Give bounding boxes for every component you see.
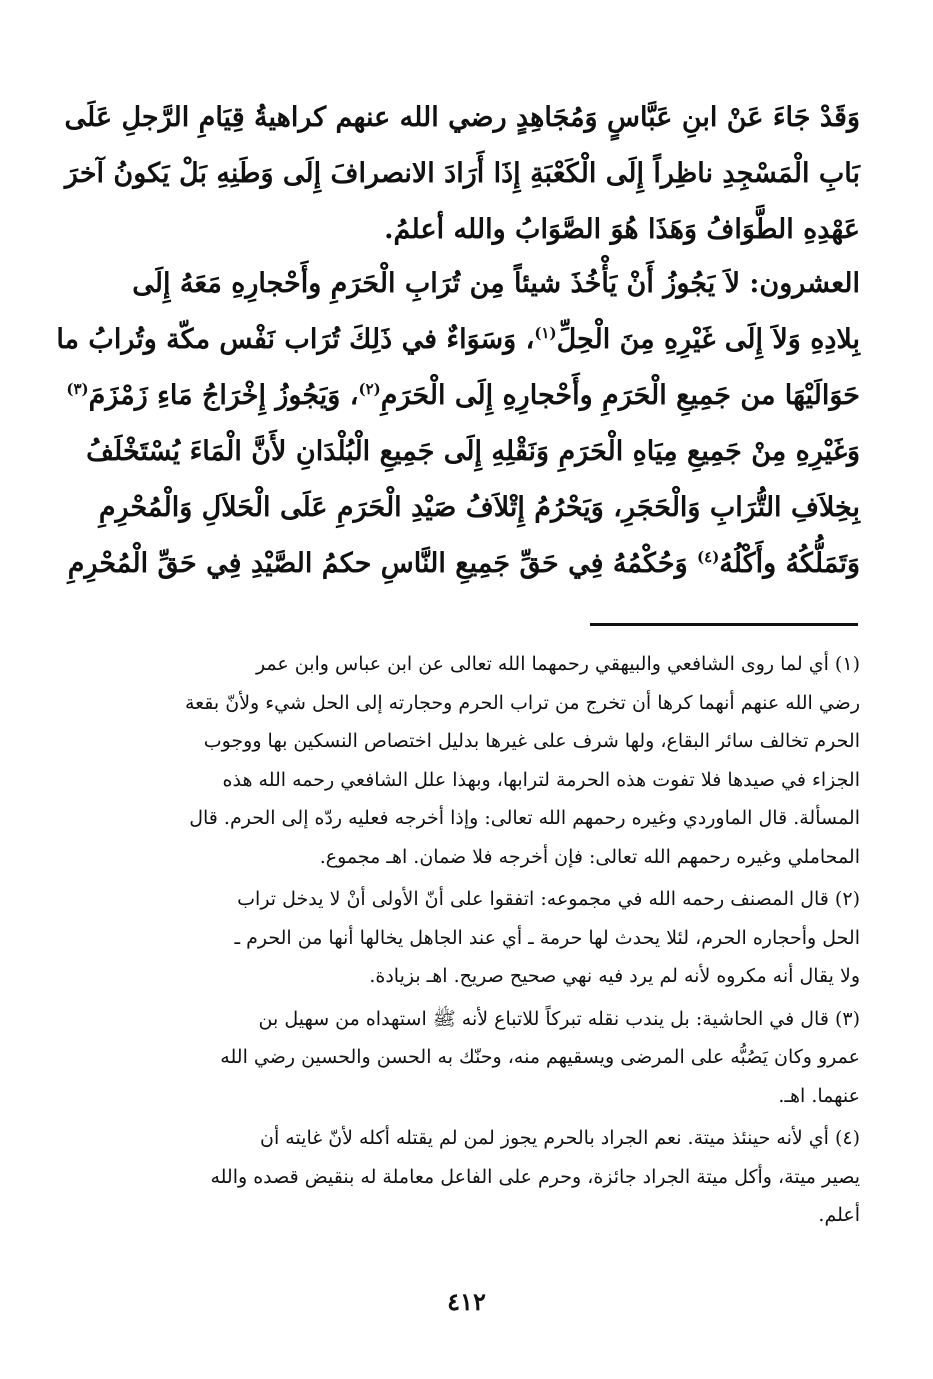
- text-line: وَقَدْ جَاءَ عَنْ ابنِ عَبَّاسٍ وَمُجَاهِدٍ رضي الله عنهم كراهيةُ قِيَامِ الرَّجلِ عَلَى: [64, 102, 860, 133]
- footnote-line: رضي الله عنهم أنهما كرها أن تخرج من تراب الحرم وحجارته إلى الحل شيء ولأنّ بقعة: [184, 691, 860, 714]
- footnote-line: (١) أي لما روى الشافعي والبيهقي رحمهما الله تعالى عن ابن عباس وابن عمر: [255, 653, 860, 675]
- text-line: [78, 256, 860, 312]
- footnote-ref-4: (٤): [697, 548, 720, 566]
- footnote-line: (٤) أي لأنه حينئذ ميتة. نعم الجراد بالحرم يجوز لمن لم يقتله أكله لأنّ غايته أن: [259, 1127, 860, 1149]
- text-line: عَهْدِهِ الطَّوَافُ وَهَذَا هُوَ الصَّوَابُ والله أعلمُ.: [384, 214, 860, 245]
- footnote-line: الحل وأحجاره الحرم، لئلا يحدث لها حرمة ـ أي عند الجاهل يخالها أنها من الحرم ـ: [234, 926, 860, 949]
- footnote-line: المحاملي وغيره رحمهم الله تعالى: فإن أخرجه فلا ضمان. اهـ مجموع.: [319, 845, 860, 868]
- page-number: ٤١٢: [447, 1287, 486, 1316]
- footnote-line: ولا يقال أنه مكروه لأنه لم يرد فيه نهي صحيح صريح. اهـ بزيادة.: [369, 965, 860, 987]
- footnote-line: أعلم.: [818, 1204, 860, 1226]
- footnote-3: [78, 1000, 860, 1116]
- text-line: بَابِ الْمَسْجِدِ ناظِراً إِلَى الْكَعْبَةِ إِذَا أَرَادَ الانصرافَ إِلَى وَطَنِهِ بَلْ يَكونُ آخرَ: [64, 158, 860, 189]
- text-segment: ، وَيَجُوزُ إِخْرَاجُ مَاءِ زَمْزَمَ: [88, 380, 359, 411]
- section-heading: العشرون:: [749, 268, 860, 299]
- text-line: وَغَيْرِهِ مِنْ جَمِيعِ مِيَاهِ الْحَرَمِ وَنَقْلِهِ إِلَى جَمِيعِ الْبُلْدَانِ لأَنَّ الْمَاءَ يُسْتَخْلَفُ: [86, 436, 860, 467]
- footnote-line: يصير ميتة، وأكل ميتة الجراد جائزة، وحرم على الفاعل معاملة له بنقيض قصده والله: [210, 1165, 860, 1188]
- footnote-separator: [590, 623, 858, 626]
- text-line: [67, 536, 860, 592]
- text-line: [56, 312, 860, 368]
- footnotes: [78, 645, 860, 1239]
- text-segment: ، وَسَوَاءٌ في ذَلِكَ تُرَاب نَفْس مكّة وتُرابُ ما: [56, 324, 535, 355]
- text-segment: لاَ يَجُوزُ أَنْ يَأْخُذَ شيئاً مِن تُرَابِ الْحَرَمِ وأَحْجارِهِ مَعَهُ إِلَى: [132, 268, 750, 299]
- footnote-ref-1: (١): [534, 324, 557, 342]
- footnote-line: عنهما. اهـ.: [778, 1084, 860, 1107]
- footnote-line: المسألة. قال الماوردي وغيره رحمهم الله تعالى: وإذا أخرجه فعليه ردّه إلى الحرم. قال: [189, 807, 860, 829]
- paragraph-intro: [64, 90, 860, 258]
- footnote-line: الحرم تخالف سائر البقاع، ولها شرف على غيرها بدليل اختصاص النسكين بها ووجوب: [203, 730, 860, 752]
- footnote-line: عمرو وكان يَصُبُّه على المرضى ويسقيهم منه، وحنّك به الحسن والحسين رضي الله: [220, 1046, 860, 1068]
- text-segment: وَحُكْمُهُ فِي حَقِّ جَمِيعِ النَّاسِ حكمُ الصَّيْدِ فِي حَقِّ الْمُحْرِمِ: [67, 548, 698, 579]
- footnote-line: الجزاء في صيدها فلا تفوت هذه الحرمة لترابها، وبهذا علل الشافعي رحمه الله هذه: [222, 768, 860, 791]
- footnote-4: [78, 1119, 860, 1235]
- paragraph-twentieth: [56, 256, 860, 592]
- text-line: [66, 368, 860, 424]
- footnote-line: (٣) قال في الحاشية: بل يندب نقله تبركاً للاتباع لأنه ﷺ استهداه من سهيل بن: [258, 1007, 860, 1030]
- footnote-ref-2: (٢): [358, 380, 381, 398]
- footnote-2: [78, 880, 860, 996]
- text-segment: حَوَالَيْهَا من جَمِيعِ الْحَرَمِ وأَحْجارِهِ إِلَى الْحَرَمِ: [380, 380, 860, 411]
- footnote-ref-3: (٣): [66, 380, 89, 398]
- footnote-line: (٢) قال المصنف رحمه الله في مجموعه: اتفقوا على أنّ الأولى أنْ لا يدخل تراب: [237, 888, 860, 910]
- text-segment: وَتَمَلُّكُهُ وأَكْلُهُ: [719, 548, 860, 579]
- text-line: بِخِلاَفِ التُّرَابِ وَالْحَجَرِ، وَيَحْرُمُ إِتْلاَفُ صَيْدِ الْحَرَمِ عَلَى الْحَلاَلِ وَالْمُحْرِمِ: [98, 492, 860, 523]
- text-segment: بِلادِهِ وَلاَ إِلَى غَيْرِهِ مِنَ الْحِلِّ: [556, 324, 860, 355]
- footnote-1: [78, 645, 860, 876]
